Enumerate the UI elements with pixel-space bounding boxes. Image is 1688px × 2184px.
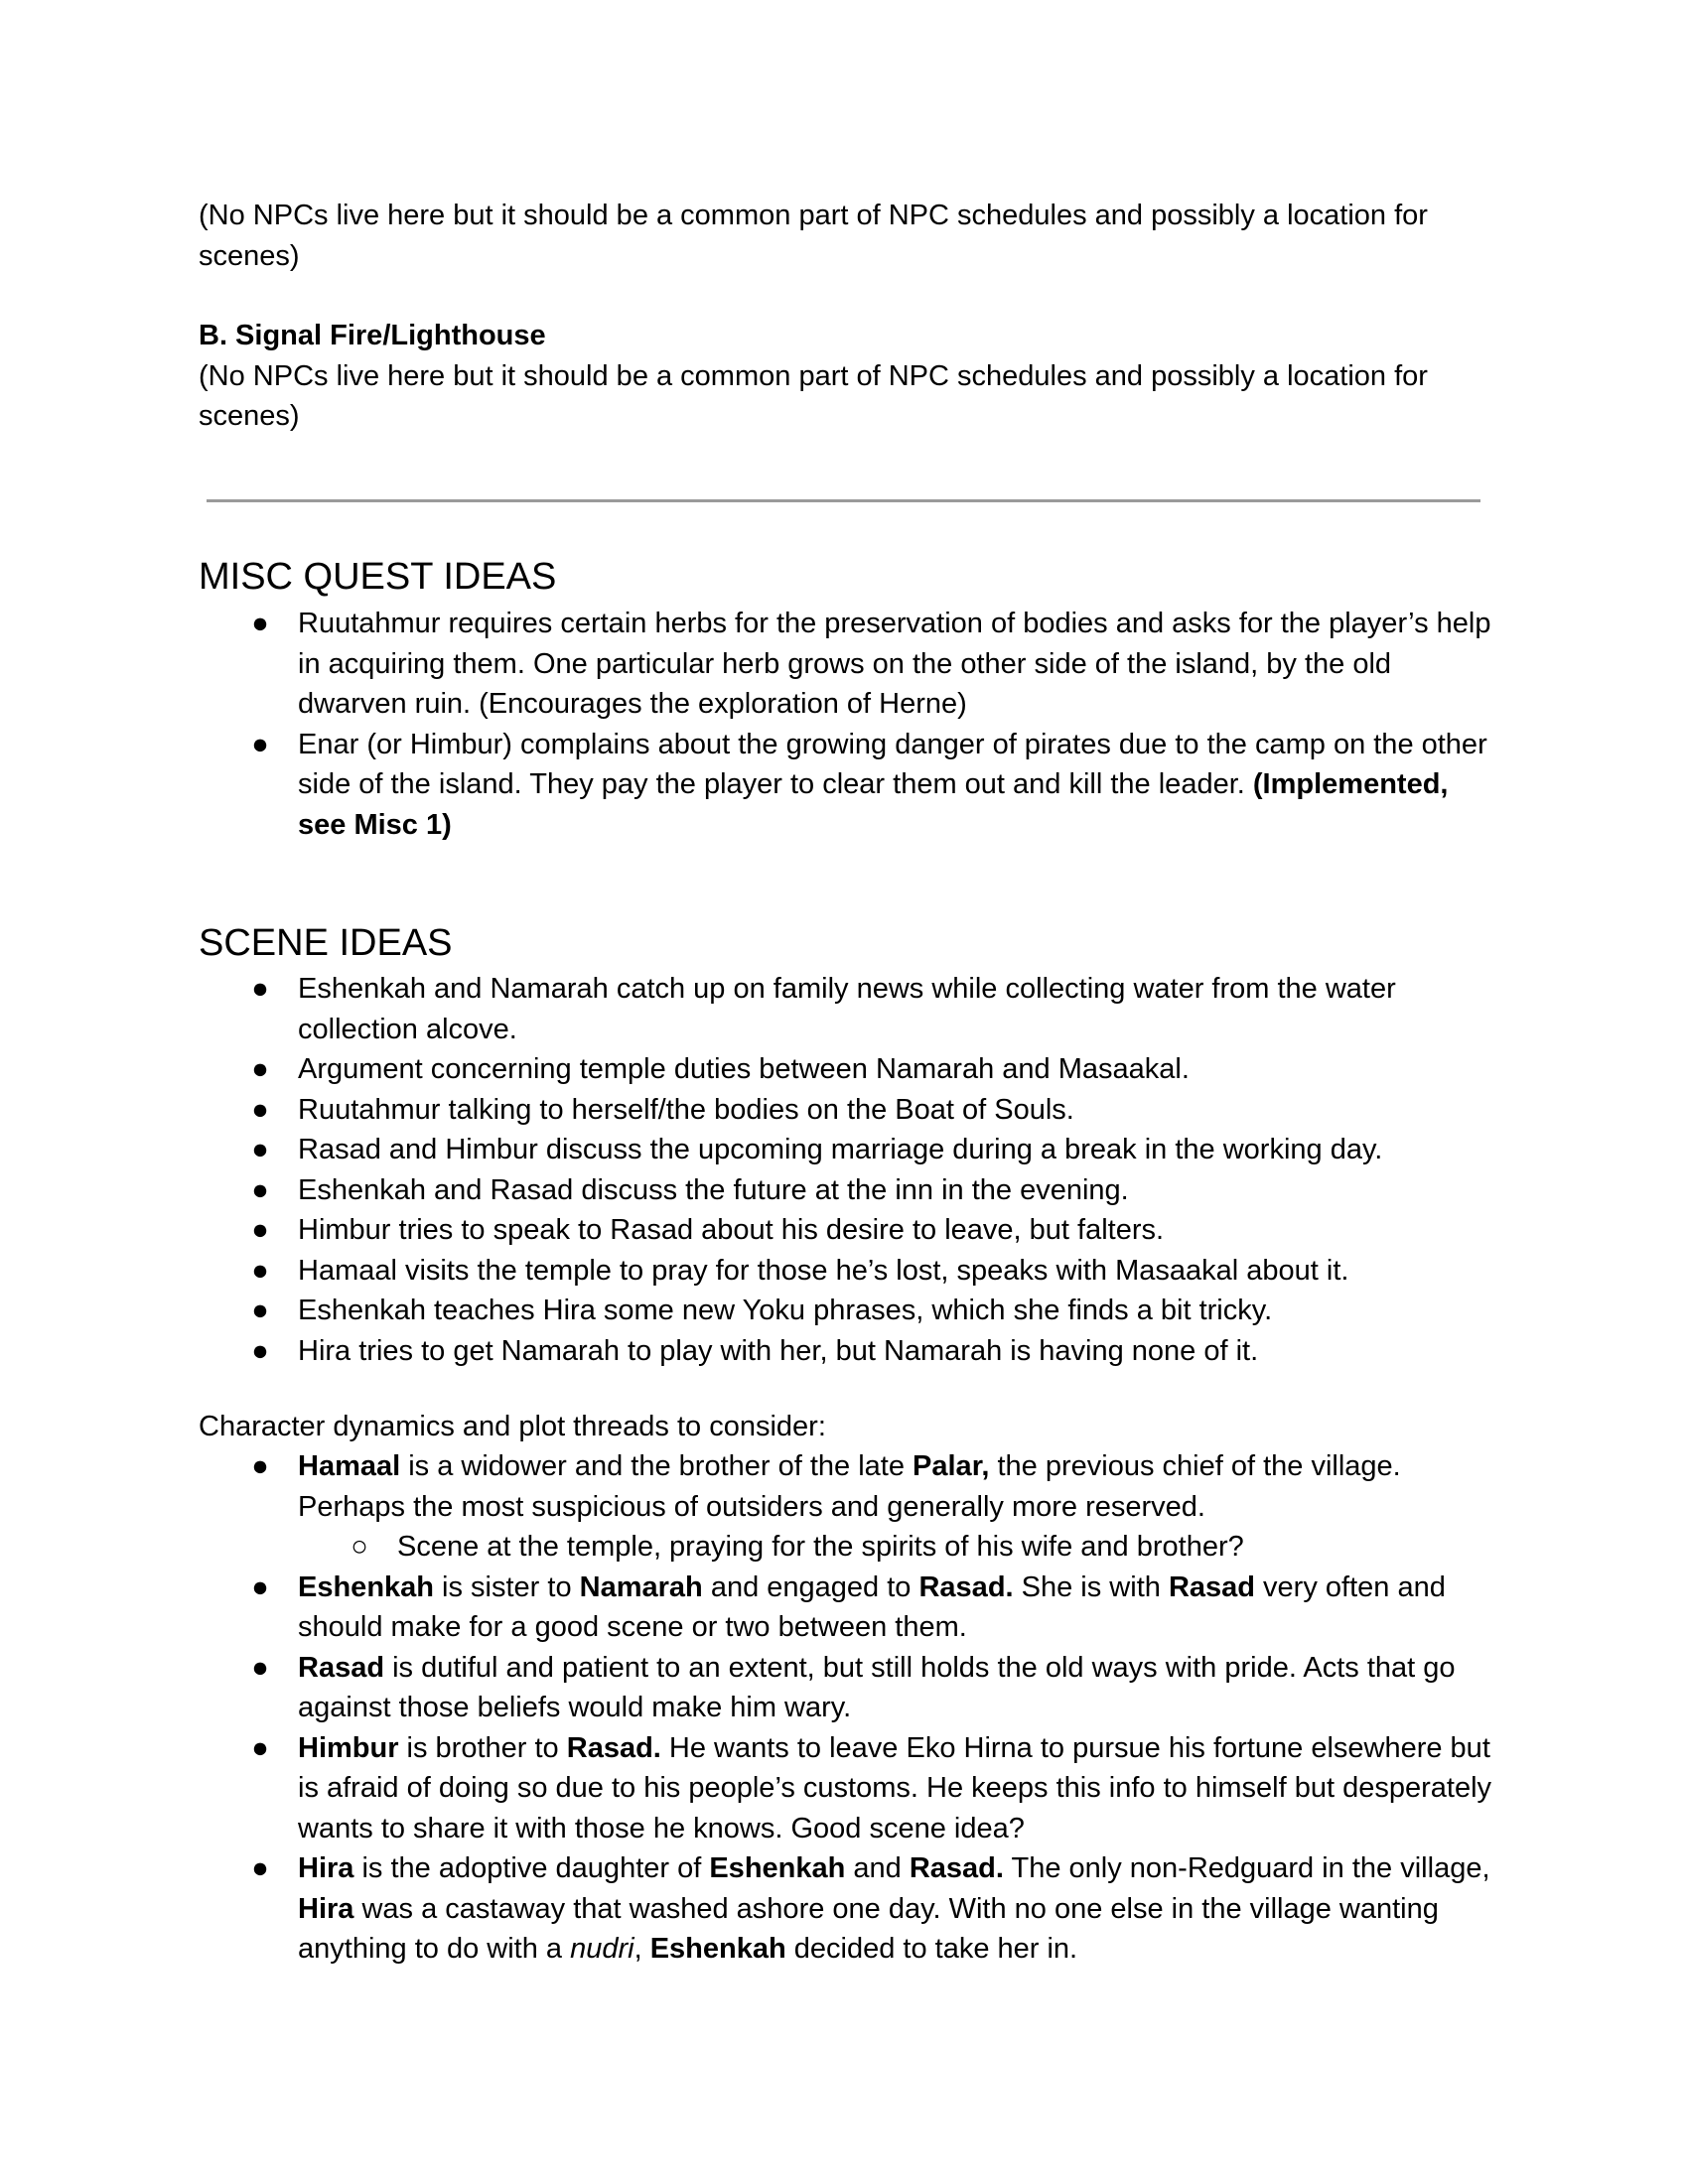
dynamics-text: is dutiful and patient to an extent, but still holds the old ways with pride. Acts that go against those beliefs would make him wary. bbox=[298, 1651, 1456, 1723]
bullet-icon: ● bbox=[251, 1173, 269, 1206]
list-item bbox=[199, 1331, 1499, 1372]
bullet-icon: ● bbox=[251, 1254, 269, 1287]
bullet-icon: ● bbox=[251, 1134, 269, 1165]
bullet-icon: ● bbox=[251, 1852, 269, 1884]
dynamics-text: and engaged to bbox=[702, 1570, 919, 1603]
dynamics-text: and bbox=[845, 1852, 910, 1884]
scene-idea-text: Himbur tries to speak to Rasad about his desire to leave, but falters. bbox=[298, 1214, 1165, 1246]
dynamics-intro: Character dynamics and plot threads to consider: bbox=[199, 1411, 826, 1442]
section-b bbox=[199, 316, 1489, 437]
scene-idea-text: Hamaal visits the temple to pray for those he’s lost, speaks with Masaakal about it. bbox=[298, 1254, 1349, 1287]
scene-idea-text: Rasad and Himbur discuss the upcoming marriage during a break in the working day. bbox=[298, 1134, 1383, 1165]
character-name: Eshenkah bbox=[298, 1570, 434, 1603]
scene-ideas-list bbox=[199, 969, 1499, 1371]
horizontal-divider bbox=[207, 499, 1480, 502]
misc-quest-text: Enar (or Himbur) complains about the growing danger of pirates due to the camp on the other side of the island. They pay the player to clear them out and kill the leader. bbox=[298, 728, 1487, 800]
bullet-icon: ● bbox=[251, 1570, 269, 1603]
character-name: Hira bbox=[298, 1852, 354, 1884]
circle-bullet-icon: ○ bbox=[351, 1531, 368, 1563]
bullet-icon: ● bbox=[251, 1651, 269, 1684]
scene-ideas-heading: SCENE IDEAS bbox=[199, 922, 453, 964]
list-item bbox=[199, 1446, 1499, 1568]
character-name: Rasad bbox=[298, 1651, 385, 1684]
dynamics-list bbox=[199, 1446, 1499, 1970]
list-item bbox=[199, 1049, 1499, 1090]
bullet-icon: ● bbox=[251, 1731, 269, 1764]
list-item bbox=[199, 1291, 1499, 1331]
section-b-note: (No NPCs live here but it should be a common part of NPC schedules and possibly a location for scenes) bbox=[199, 359, 1428, 432]
bullet-icon: ● bbox=[251, 973, 269, 1005]
bullet-icon: ● bbox=[251, 728, 269, 760]
list-item bbox=[199, 725, 1499, 846]
sub-list bbox=[298, 1527, 1499, 1568]
list-item bbox=[199, 1090, 1499, 1131]
character-name: Rasad. bbox=[909, 1852, 1004, 1884]
dynamics-text: She is with bbox=[1013, 1570, 1169, 1603]
dynamics-text: the previous chief of the village. Perhaps the most suspicious of outsiders and generally more reserved. bbox=[298, 1450, 1401, 1523]
list-item bbox=[199, 1210, 1499, 1251]
dynamics-text: , bbox=[633, 1933, 650, 1965]
character-name: Hamaal bbox=[298, 1450, 401, 1482]
top-note: (No NPCs live here but it should be a common part of NPC schedules and possibly a location for scenes) bbox=[199, 200, 1428, 272]
scene-idea-text: Eshenkah and Namarah catch up on family news while collecting water from the water collection alcove. bbox=[298, 973, 1396, 1045]
character-name: Namarah bbox=[579, 1570, 703, 1603]
scene-idea-text: Ruutahmur talking to herself/the bodies on the Boat of Souls. bbox=[298, 1093, 1074, 1126]
scene-idea-text: Eshenkah and Rasad discuss the future at the inn in the evening. bbox=[298, 1173, 1129, 1206]
dynamics-text: is brother to bbox=[398, 1731, 567, 1764]
scene-idea-text: Hira tries to get Namarah to play with her, but Namarah is having none of it. bbox=[298, 1334, 1259, 1367]
dynamics-text: very often and should make for a good scene or two between them. bbox=[298, 1570, 1446, 1643]
character-name: Hira bbox=[298, 1892, 354, 1925]
section-b-title: B. Signal Fire/Lighthouse bbox=[199, 320, 546, 351]
misc-quest-text: Ruutahmur requires certain herbs for the preservation of bodies and asks for the player’s help in acquiring them. One particular herb grows on the other side of the island, by the old dwarven ruin. (Encourages the exploration of Herne) bbox=[298, 608, 1491, 720]
misc-quest-list bbox=[199, 604, 1499, 845]
bullet-icon: ● bbox=[251, 1295, 269, 1326]
scene-idea-text: Eshenkah teaches Hira some new Yoku phrases, which she finds a bit tricky. bbox=[298, 1295, 1273, 1326]
list-item bbox=[199, 969, 1499, 1049]
dynamics-text: is sister to bbox=[434, 1570, 580, 1603]
dynamics-text: The only non-Redguard in the village, bbox=[1003, 1852, 1490, 1884]
character-name: Rasad. bbox=[566, 1731, 661, 1764]
list-item bbox=[199, 1848, 1499, 1970]
list-item bbox=[199, 1728, 1499, 1849]
character-name: Himbur bbox=[298, 1731, 399, 1764]
dynamics-text: was a castaway that washed ashore one day. With no one else in the village wanting anything to do with a bbox=[298, 1892, 1439, 1965]
list-item bbox=[199, 604, 1499, 725]
list-item bbox=[199, 1170, 1499, 1211]
list-item bbox=[199, 1568, 1499, 1648]
list-item bbox=[298, 1527, 1499, 1568]
bullet-icon: ● bbox=[251, 1093, 269, 1126]
dynamics-text: He wants to leave Eko Hirna to pursue his fortune elsewhere but is afraid of doing so due to his people’s customs. He keeps this info to himself but desperately wants to share it with those he knows. Good scene idea? bbox=[298, 1731, 1492, 1844]
bullet-icon: ● bbox=[251, 608, 269, 639]
dynamics-text: decided to take her in. bbox=[785, 1933, 1078, 1965]
bullet-icon: ● bbox=[251, 1053, 269, 1085]
implemented-note: (Implemented, see Misc 1) bbox=[298, 768, 1449, 841]
list-item bbox=[199, 1648, 1499, 1728]
list-item bbox=[199, 1130, 1499, 1170]
character-name: Rasad bbox=[1168, 1570, 1255, 1603]
character-name: Eshenkah bbox=[649, 1933, 786, 1965]
character-name: Rasad. bbox=[918, 1570, 1014, 1603]
bullet-icon: ● bbox=[251, 1214, 269, 1246]
dynamics-subtext: Scene at the temple, praying for the spirits of his wife and brother? bbox=[397, 1531, 1244, 1563]
italic-term: nudri bbox=[570, 1933, 634, 1965]
scene-idea-text: Argument concerning temple duties between Namarah and Masaakal. bbox=[298, 1053, 1190, 1085]
character-name: Eshenkah bbox=[709, 1852, 846, 1884]
bullet-icon: ● bbox=[251, 1334, 269, 1367]
character-name: Palar, bbox=[913, 1450, 990, 1482]
bullet-icon: ● bbox=[251, 1450, 269, 1482]
misc-quest-heading: MISC QUEST IDEAS bbox=[199, 556, 557, 598]
dynamics-text: is the adoptive daughter of bbox=[353, 1852, 710, 1884]
list-item bbox=[199, 1251, 1499, 1292]
dynamics-text: is a widower and the brother of the late bbox=[400, 1450, 914, 1482]
